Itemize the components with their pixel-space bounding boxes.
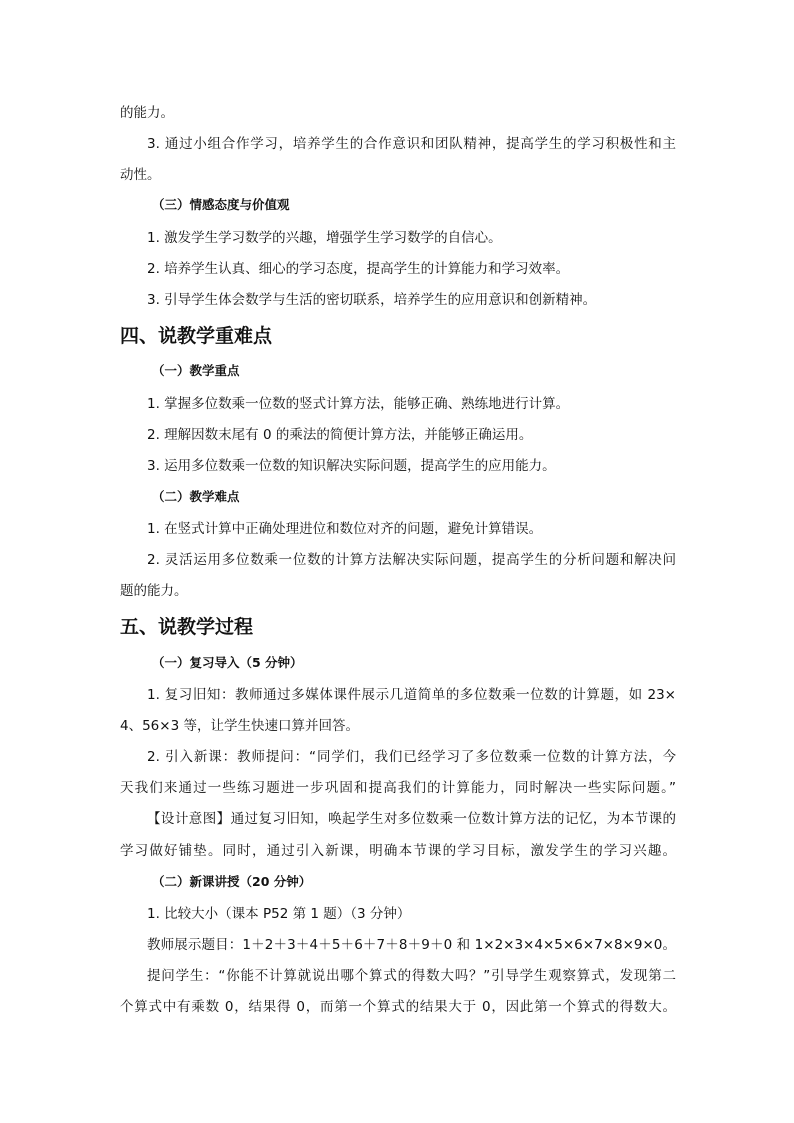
objective-item: 3. 通过小组合作学习，培养学生的合作意识和团队精神，提高学生的学习积极性和主 [147, 136, 676, 152]
objective-item: 3. 引导学生体会数学与生活的密切联系，培养学生的应用意识和创新精神。 [147, 292, 597, 308]
key-point-item: 2. 理解因数末尾有 0 的乘法的简便计算方法，并能够正确运用。 [147, 427, 533, 443]
subsection-heading: （一）复习导入（5 分钟） [152, 655, 303, 670]
difficulty-item: 2. 灵活运用多位数乘一位数的计算方法解决实际问题，提高学生的分析问题和解决问 [147, 552, 676, 568]
difficulty-item: 1. 在竖式计算中正确处理进位和数位对齐的问题，避免计算错误。 [147, 521, 543, 537]
section-heading: 四、说教学重难点 [120, 325, 273, 347]
paragraph-tail: 的能力。 [120, 105, 174, 121]
paragraph-tail: 学习做好铺垫。同时，通过引入新课，明确本节课的学习目标，激发学生的学习兴趣。 [120, 843, 676, 859]
key-point-item: 3. 运用多位数乘一位数的知识解决实际问题，提高学生的应用能力。 [147, 458, 556, 474]
design-intent-paragraph: 【设计意图】通过复习旧知，唤起学生对多位数乘一位数计算方法的记忆，为本节课的 [147, 811, 676, 827]
process-paragraph: 1. 复习旧知：教师通过多媒体课件展示几道简单的多位数乘一位数的计算题，如 23× [147, 687, 676, 703]
paragraph-tail: 天我们来通过一些练习题进一步巩固和提高我们的计算能力，同时解决一些实际问题。” [120, 780, 676, 796]
paragraph-tail: 动性。 [120, 167, 161, 183]
key-point-item: 1. 掌握多位数乘一位数的竖式计算方法，能够正确、熟练地进行计算。 [147, 396, 570, 412]
subsection-heading: （二）新课讲授（20 分钟） [152, 874, 312, 889]
exercise-paragraph: 教师展示题目：1＋2＋3＋4＋5＋6＋7＋8＋9＋0 和 1×2×3×4×5×6×7×8×9×0。 [147, 937, 676, 953]
objective-item: 2. 培养学生认真、细心的学习态度，提高学生的计算能力和学习效率。 [147, 261, 570, 277]
section-heading: 五、说教学过程 [120, 616, 254, 638]
subsection-heading: （一）教学重点 [152, 363, 240, 378]
exercise-title: 1. 比较大小（课本 P52 第 1 题）（3 分钟） [147, 906, 411, 922]
paragraph-tail: 个算式中有乘数 0，结果得 0，而第一个算式的结果大于 0，因此第一个算式的得数大。 [120, 999, 676, 1015]
subsection-heading: （二）教学难点 [152, 489, 240, 504]
paragraph-tail: 题的能力。 [120, 583, 188, 599]
exercise-paragraph: 提问学生：“你能不计算就说出哪个算式的得数大吗？”引导学生观察算式，发现第二 [147, 968, 676, 984]
objective-item: 1. 激发学生学习数学的兴趣，增强学生学习数学的自信心。 [147, 230, 502, 246]
subsection-heading: （三）情感态度与价值观 [152, 197, 290, 212]
process-paragraph: 2. 引入新课：教师提问：“同学们，我们已经学习了多位数乘一位数的计算方法，今 [147, 749, 676, 765]
paragraph-tail: 4、56×3 等，让学生快速口算并回答。 [120, 718, 359, 734]
